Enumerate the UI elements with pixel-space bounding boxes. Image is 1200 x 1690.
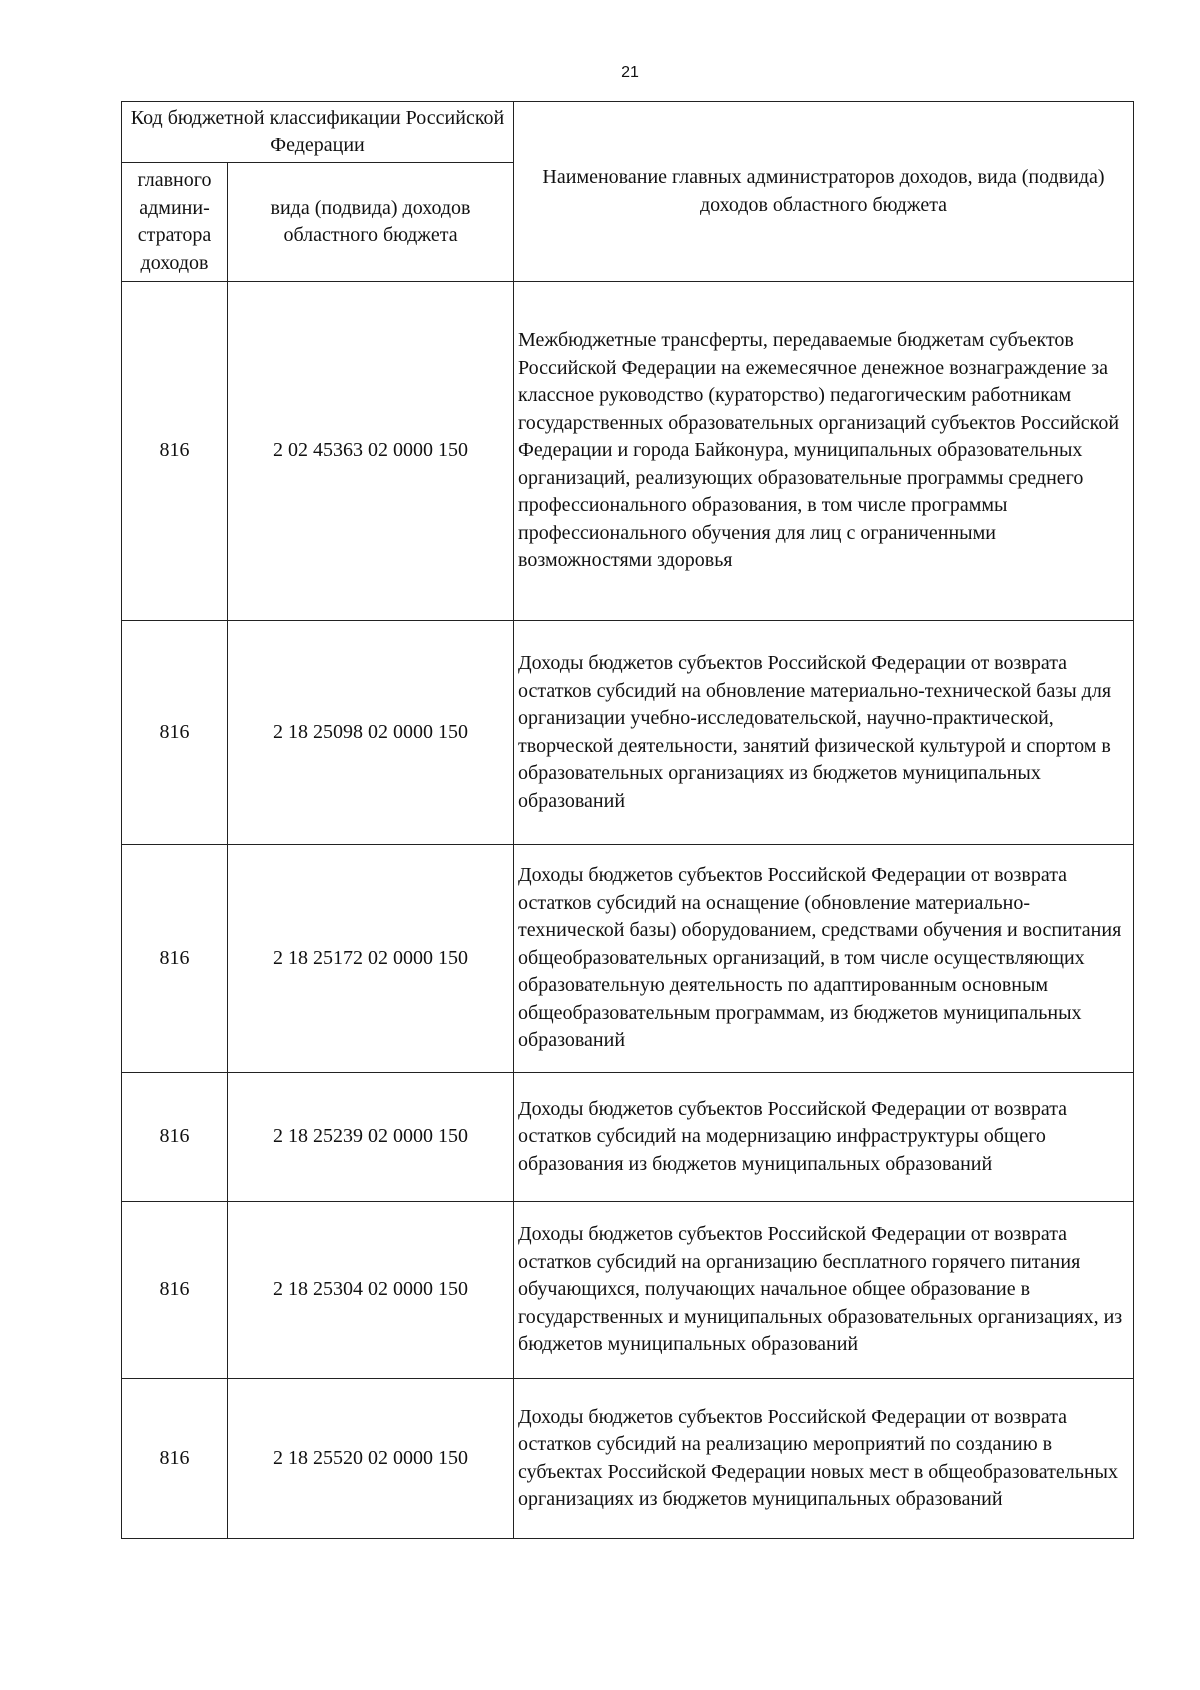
header-row-group bbox=[122, 102, 1134, 163]
table-row bbox=[122, 845, 1134, 1073]
income-code-cell: 2 18 25239 02 0000 150 bbox=[228, 1073, 514, 1202]
income-name-cell: Доходы бюджетов субъектов Российской Федерации от возврата остатков субсидий на организацию бесплатного горячего питания обучающихся, получающих начальное общее образование в государственных и муниципальных образовательных организациях, из бюджетов муниципальных образований bbox=[514, 1202, 1134, 1379]
income-code-cell: 2 18 25304 02 0000 150 bbox=[228, 1202, 514, 1379]
table-row bbox=[122, 1379, 1134, 1539]
admin-code-cell: 816 bbox=[122, 1073, 228, 1202]
income-name-cell: Доходы бюджетов субъектов Российской Федерации от возврата остатков субсидий на обновление материально-технической базы для организации учебно-исследовательской, научно-практической, творческой деятельности, занятий физической культурой и спортом в образовательных организациях из бюджетов муниципальных образований bbox=[514, 621, 1134, 845]
admin-code-cell: 816 bbox=[122, 282, 228, 621]
admin-code-cell: 816 bbox=[122, 1202, 228, 1379]
income-code-cell: 2 18 25098 02 0000 150 bbox=[228, 621, 514, 845]
income-name-cell: Доходы бюджетов субъектов Российской Федерации от возврата остатков субсидий на оснащение (обновление материально-технической базы) оборудованием, средствами обучения и воспитания общеобразовательных организаций, в том числе осуществляющих образовательную деятельность по адаптированным основным общеобразовательным программам, из бюджетов муниципальных образований bbox=[514, 845, 1134, 1073]
budget-classification-table bbox=[121, 101, 1134, 1539]
income-code-cell: 2 18 25172 02 0000 150 bbox=[228, 845, 514, 1073]
income-name-cell: Доходы бюджетов субъектов Российской Федерации от возврата остатков субсидий на модернизацию инфраструктуры общего образования из бюджетов муниципальных образований bbox=[514, 1073, 1134, 1202]
admin-code-cell: 816 bbox=[122, 845, 228, 1073]
admin-code-cell: 816 bbox=[122, 1379, 228, 1539]
header-income-type-code: вида (подвида) доходов областного бюджета bbox=[228, 163, 514, 282]
income-code-cell: 2 02 45363 02 0000 150 bbox=[228, 282, 514, 621]
table-row bbox=[122, 1073, 1134, 1202]
page-number: 21 bbox=[621, 64, 639, 81]
income-name-cell: Доходы бюджетов субъектов Российской Федерации от возврата остатков субсидий на реализацию мероприятий по созданию в субъектах Российской Федерации новых мест в общеобразовательных организациях из бюджетов муниципальных образований bbox=[514, 1379, 1134, 1539]
table-row bbox=[122, 1202, 1134, 1379]
header-admin-name: Наименование главных администраторов доходов, вида (подвида) доходов областного бюджета bbox=[514, 102, 1134, 282]
table-row bbox=[122, 282, 1134, 621]
income-code-cell: 2 18 25520 02 0000 150 bbox=[228, 1379, 514, 1539]
admin-code-cell: 816 bbox=[122, 621, 228, 845]
header-classification-code: Код бюджетной классификации Российской Федерации bbox=[122, 102, 514, 163]
income-name-cell: Межбюджетные трансферты, передаваемые бюджетам субъектов Российской Федерации на ежемесячное денежное вознаграждение за классное руководство (кураторство) педагогическим работникам государственных образовательных организаций субъектов Российской Федерации и города Байконура, муниципальных образовательных организаций, реализующих образовательные программы среднего профессионального образования, в том числе программы профессионального обучения для лиц с ограниченными возможностями здоровья bbox=[514, 282, 1134, 621]
header-admin-code: главного админи-стратора доходов bbox=[122, 163, 228, 282]
table-row bbox=[122, 621, 1134, 845]
